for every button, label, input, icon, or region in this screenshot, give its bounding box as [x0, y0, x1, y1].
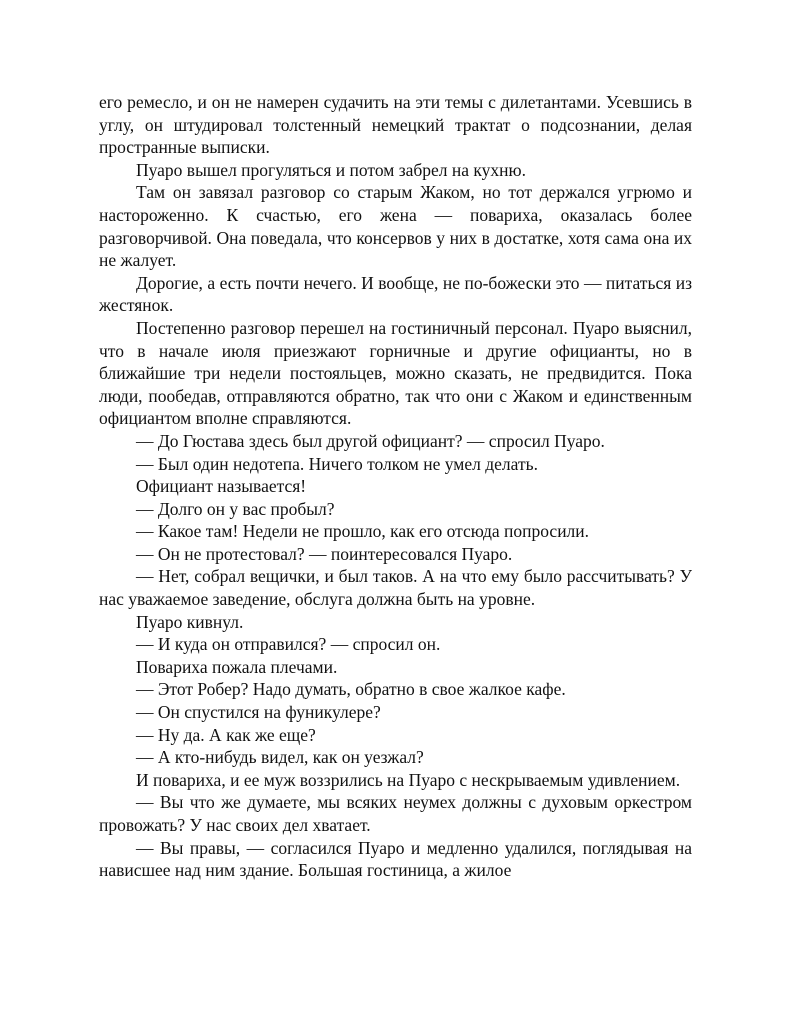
- paragraph: — Он не протестовал? — поинтересовался Пуаро.: [136, 543, 513, 564]
- paragraph: — Этот Робер? Надо думать, обратно в свое жалкое кафе.: [136, 679, 566, 700]
- paragraph: его ремесло, и он не намерен судачить на эти темы с дилетантами. Усевшись в углу, он штудировал толстенный немецкий трактат о подсознании, делая пространные выписки.: [99, 92, 692, 158]
- paragraph: — Долго он у вас пробыл?: [136, 498, 335, 519]
- paragraph: — Нет, собрал вещички, и был таков. А на что ему было рассчитывать? У нас уважаемое заведение, обслуга должна быть на уровне.: [99, 566, 692, 610]
- paragraph: — До Гюстава здесь был другой официант? — спросил Пуаро.: [136, 430, 605, 451]
- paragraph: — Вы что же думаете, мы всяких неумех должны с духовым оркестром провожать? У нас своих дел хватает.: [99, 792, 692, 835]
- paragraph: — Он спустился на фуникулере?: [136, 702, 381, 723]
- paragraph: — И куда он отправился? — спросил он.: [136, 634, 441, 655]
- paragraph: Пуаро вышел прогуляться и потом забрел на кухню.: [136, 159, 526, 180]
- paragraph: Постепенно разговор перешел на гостиничный персонал. Пуаро выяснил, что в начале июля приезжают горничные и другие официанты, но в ближайшие три недели постояльцев, можно сказать, не предвидится. Пока люди, пообедав, отправляются обратно, так что они с Жаком и единственным официантом вполне справляются.: [99, 317, 692, 429]
- paragraph: — Ну да. А как же еще?: [136, 724, 316, 745]
- paragraph: Там он завязал разговор со старым Жаком, но тот держался угрюмо и настороженно. К счастью, его жена — повариха, оказалась более разговорчивой. Она поведала, что консервов у них в достатке, хотя сама она их не жалует.: [99, 182, 692, 271]
- paragraph: — Какое там! Недели не прошло, как его отсюда попросили.: [136, 521, 590, 542]
- paragraph: Повариха пожала плечами.: [136, 656, 338, 677]
- paragraph: И повариха, и ее муж воззрились на Пуаро с нескрываемым удивлением.: [136, 769, 681, 790]
- paragraph: Дорогие, а есть почти нечего. И вообще, не по-божески это — питаться из жестянок.: [99, 272, 692, 316]
- paragraph: — Вы правы, — согласился Пуаро и медленно удалился, поглядывая на нависшее над ним здание. Большая гостиница, а жилое: [99, 837, 692, 881]
- paragraph: — А кто-нибудь видел, как он уезжал?: [136, 747, 424, 768]
- paragraph: — Был один недотепа. Ничего толком не умел делать.: [136, 453, 538, 474]
- paragraph: Официант называется!: [136, 476, 307, 497]
- body-text: [99, 91, 692, 882]
- paragraph: Пуаро кивнул.: [136, 611, 244, 632]
